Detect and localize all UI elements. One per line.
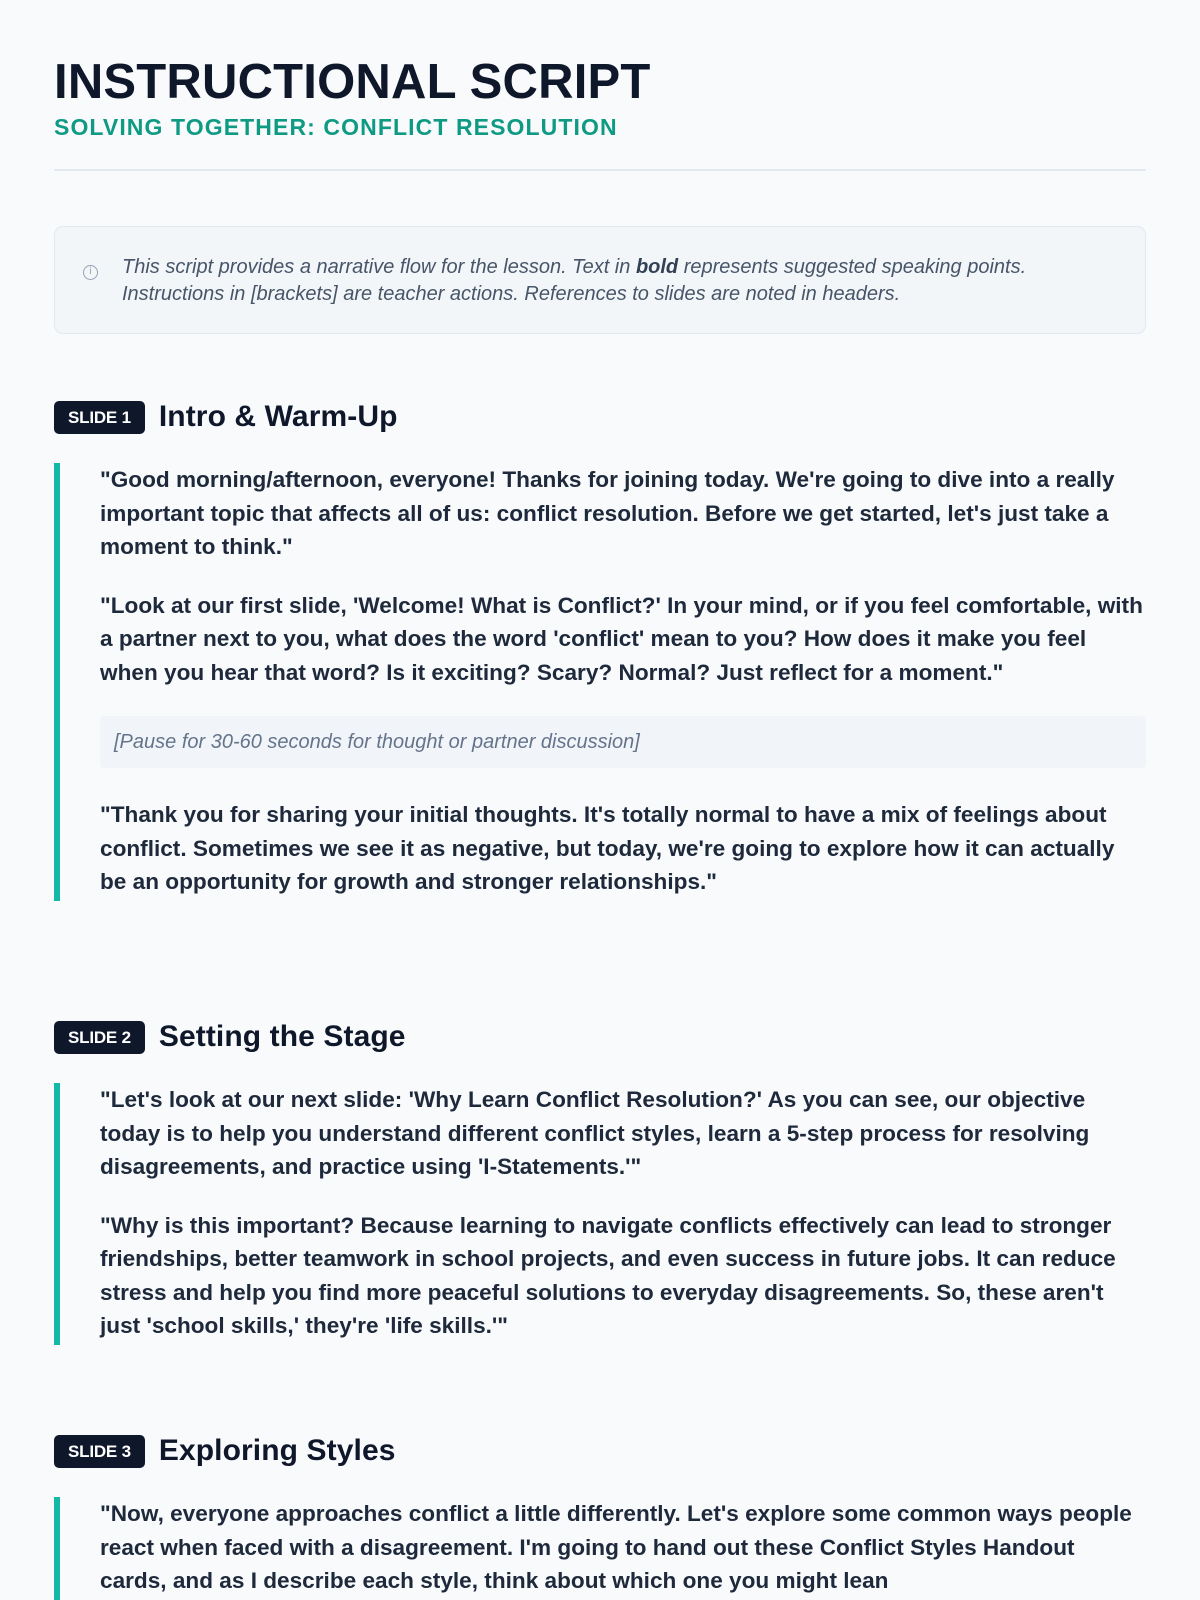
page-subtitle: SOLVING TOGETHER: CONFLICT RESOLUTION: [54, 114, 618, 140]
title-divider: [54, 169, 1146, 171]
teacher-action-note: [Pause for 30-60 seconds for thought or partner discussion]: [100, 716, 1146, 768]
slide-title: Intro & Warm-Up: [158, 400, 398, 433]
slide-section-2: [54, 1019, 1146, 1345]
slide-section-3: [54, 1433, 1146, 1600]
slide-title: Setting the Stage: [158, 1020, 406, 1053]
slide-header: [54, 399, 1146, 435]
slide-badge: SLIDE 3: [54, 1435, 145, 1468]
slide-header: [54, 1433, 1146, 1469]
speaking-point: "Thank you for sharing your initial thoughts. It's totally normal to have a mix of feelings about conflict. Sometimes we see it as negative, but today, we're going to explore how it can actually be an opportunity for growth and stronger relationships.": [100, 802, 1115, 894]
slide-section-1: [54, 399, 1146, 901]
slide-title: Exploring Styles: [158, 1434, 396, 1467]
speaking-point: "Look at our first slide, 'Welcome! What is Conflict?' In your mind, or if you feel comfortable, with a partner next to you, what does the word 'conflict' mean to you? How does it make you feel when you hear that word? Is it exciting? Scary? Normal? Just reflect for a moment.": [100, 592, 1143, 685]
speaking-point: "Let's look at our next slide: 'Why Learn Conflict Resolution?' As you can see, our objective today is to help you understand different conflict styles, learn a 5-step process for resolving disagreements, and practice using 'I-Statements.'": [100, 1087, 1090, 1179]
info-icon: i: [83, 265, 98, 280]
slide-header: [54, 1019, 1146, 1055]
slide-script-block: [54, 463, 1146, 901]
page-title: INSTRUCTIONAL SCRIPT: [54, 55, 651, 109]
script-notice: [54, 226, 1146, 334]
speaking-point: "Now, everyone approaches conflict a little differently. Let's explore some common ways people react when faced with a disagreement. I'm going to hand out these Conflict Styles Handout cards, and as I describe each style, think about which one you might lean: [100, 1501, 1132, 1593]
slide-badge: SLIDE 2: [54, 1021, 145, 1054]
speaking-point: "Good morning/afternoon, everyone! Thanks for joining today. We're going to dive into a really important topic that affects all of us: conflict resolution. Before we get started, let's just take a moment to think.": [100, 467, 1115, 559]
slide-script-block: [54, 1497, 1146, 1600]
notice-text: This script provides a narrative flow for the lesson. Text in bold represents suggested speaking points. Instructions in [brackets] are teacher actions. References to slides are noted in headers.: [122, 256, 1027, 305]
slide-badge: SLIDE 1: [54, 401, 145, 434]
slide-script-block: [54, 1083, 1146, 1345]
notice-bold-word: bold: [635, 256, 679, 278]
speaking-point: "Why is this important? Because learning to navigate conflicts effectively can lead to stronger friendships, better teamwork in school projects, and even success in future jobs. It can reduce stress and help you find more peaceful solutions to everyday disagreements. So, these aren't just 'school skills,' they're 'life skills.'": [100, 1212, 1116, 1338]
